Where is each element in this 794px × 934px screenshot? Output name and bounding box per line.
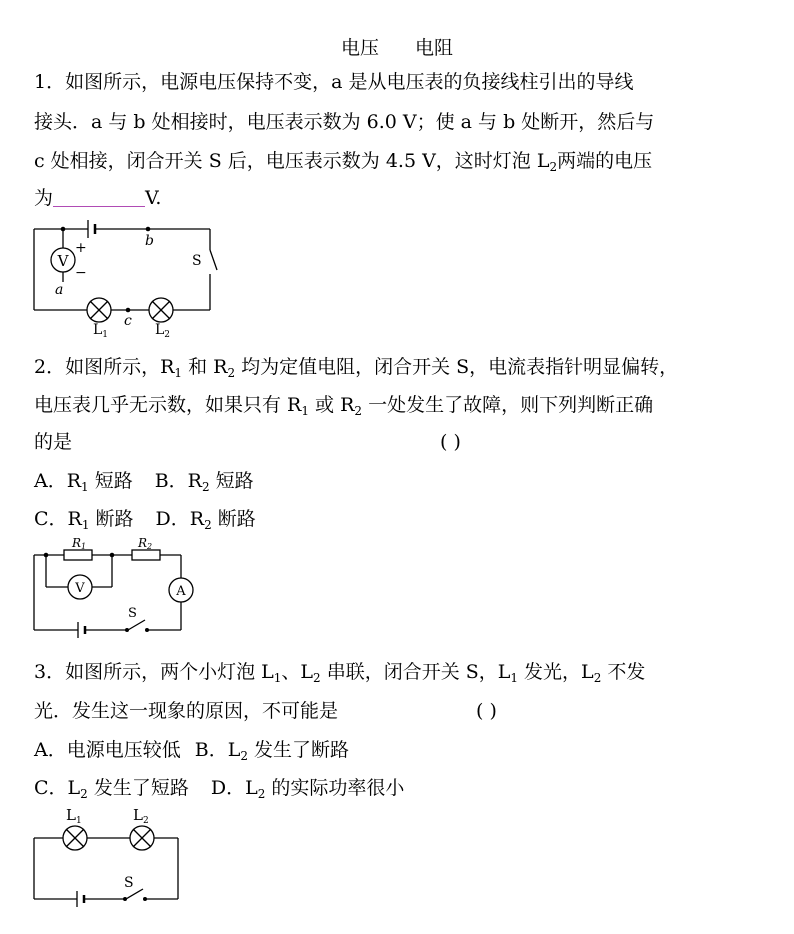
title-part2: 电阻 <box>415 37 454 59</box>
q1-line4a: 为 <box>34 187 54 209</box>
r1-label: R1 <box>72 536 87 551</box>
label-a: a <box>55 282 64 298</box>
plus-terminal: + <box>75 240 87 256</box>
q3-option-d[interactable]: D．$L_2$ 的实际功率很小 <box>210 777 405 801</box>
lamp-l2-label: $L_2$ <box>155 322 171 340</box>
switch-label-3: S <box>124 875 134 891</box>
q3-line2: 光．发生这一现象的原因，不可能是 <box>34 700 339 722</box>
q3-answer-paren[interactable]: ( ) <box>476 700 497 722</box>
r2-label: R2 <box>138 536 153 551</box>
q2-answer-paren[interactable]: ( ) <box>440 431 461 453</box>
switch-label-2: S <box>128 606 137 621</box>
q2-line1: 2．如图所示，$R_1$ 和 $R_2$ 均为定值电阻，闭合开关 S，电流表指针明显偏转， <box>34 356 679 380</box>
q1-line3-sub: 2 <box>549 160 558 174</box>
lamp-l1-label: $L_1$ <box>93 322 109 340</box>
q2-option-d[interactable]: D．$R_2$ 断路 <box>155 508 256 532</box>
q2-line2: 电压表几乎无示数，如果只有 $R_1$ 或 $R_2$ 一处发生了故障，则下列判断正确 <box>34 394 654 418</box>
q1-line3b: 两端的电压 <box>557 150 653 172</box>
title-part1: 电压 <box>340 37 379 59</box>
q2-option-c[interactable]: C．$R_1$ 断路 <box>34 508 134 532</box>
q1-line3a: c 处相接，闭合开关 S 后，电压表示数为 4.5 V，这时灯泡 L <box>34 150 550 172</box>
ammeter-symbol: A <box>176 584 186 599</box>
q2-option-a[interactable]: A．$R_1$ 短路 <box>34 470 133 494</box>
q3-line1: 3．如图所示，两个小灯泡 $L_1$、$L_2$ 串联，闭合开关 S，$L_1$ 发光，$L_2$ 不发 <box>34 661 646 685</box>
q3-option-b[interactable]: B．$L_2$ 发生了断路 <box>194 739 350 763</box>
minus-terminal: − <box>75 265 87 281</box>
lamp-l1-label-3: $L_1$ <box>66 806 82 826</box>
label-b: b <box>145 233 154 249</box>
switch-label: S <box>192 253 202 269</box>
label-c: c <box>124 313 132 329</box>
voltmeter-symbol-2: V <box>75 581 85 596</box>
q2-option-b[interactable]: B．$R_2$ 短路 <box>154 470 254 494</box>
q3-option-a[interactable]: A．电源电压较低 <box>34 739 181 761</box>
q1-line2: 接头．a 与 b 处相接时，电压表示数为 6.0 V；使 a 与 b 处断开，然后与 <box>34 111 655 133</box>
voltmeter-symbol: V <box>57 252 69 270</box>
q3-option-c[interactable]: C．$L_2$ 发生了短路 <box>34 777 189 801</box>
q1-line1: 1．如图所示，电源电压保持不变，a 是从电压表的负接线柱引出的导线 <box>34 71 634 93</box>
lamp-l2-label-3: $L_2$ <box>133 806 149 826</box>
q2-line3: 的是 <box>34 431 73 453</box>
q1-line4b: V. <box>145 187 162 209</box>
